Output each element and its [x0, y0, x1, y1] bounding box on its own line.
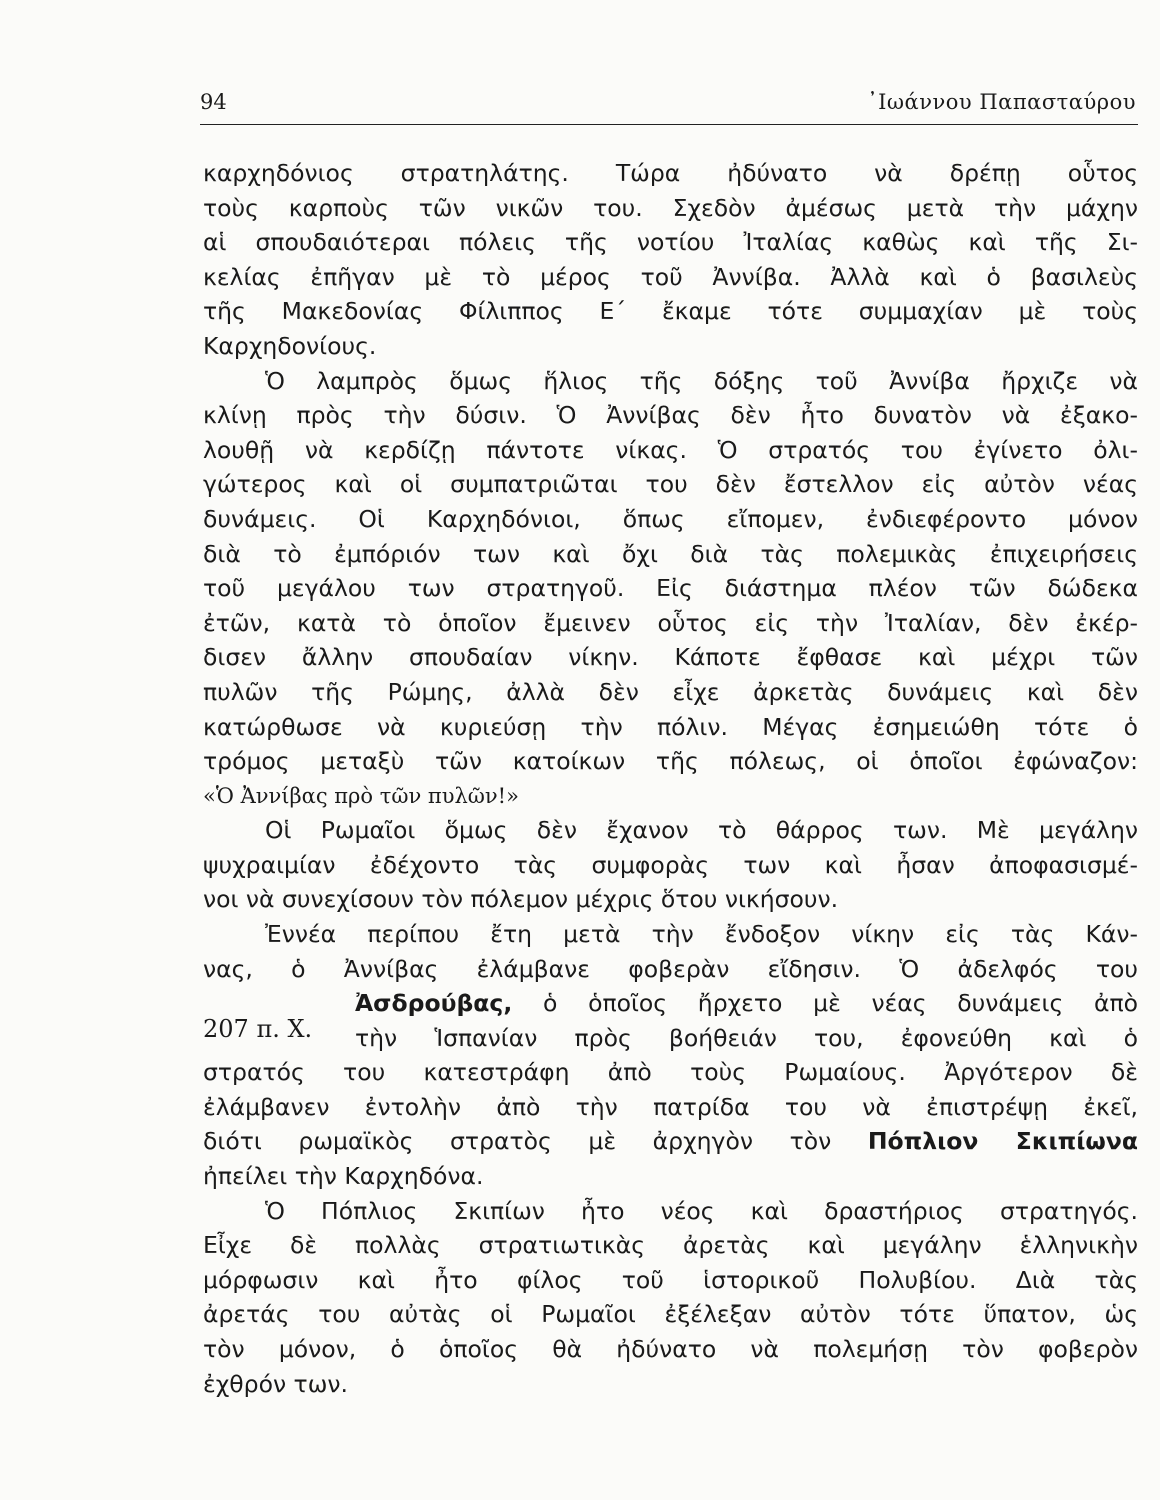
- text-line: [203, 1124, 1138, 1159]
- text-line: κλίνῃ πρὸς τὴν δύσιν. Ὁ Ἀννίβας δὲν ἦτο δυνατὸν νὰ ἐξακο-: [203, 401, 1138, 430]
- text-line: στρατός του κατεστράφη ἀπὸ τοὺς Ρωμαίους. Ἀργότερον δὲ: [203, 1058, 1138, 1087]
- text-line: ψυχραιμίαν ἐδέχοντο τὰς συμφορὰς των καὶ ἦσαν ἀποφασισμέ-: [203, 850, 1138, 879]
- text-line: γώτερος καὶ οἱ συμπατριῶται του δὲν ἔστελλον εἰς αὐτὸν νέας: [203, 470, 1138, 499]
- text-line: τοῦ μεγάλου των στρατηγοῦ. Εἰς διάστημα πλέον τῶν δώδεκα: [203, 574, 1138, 603]
- text-line: τρόμος μεταξὺ τῶν κατοίκων τῆς πόλεως, οἱ ὁποῖοι ἐφώναζον:: [203, 747, 1138, 776]
- text-line: Εἶχε δὲ πολλὰς στρατιωτικὰς ἀρετὰς καὶ μεγάλην ἑλληνικὴν: [203, 1231, 1138, 1260]
- text-line: νοι νὰ συνεχίσουν τὸν πόλεμον μέχρις ὅτου νικήσουν.: [203, 885, 839, 914]
- text-line: δισεν ἄλλην σπουδαίαν νίκην. Κάποτε ἔφθασε καὶ μέχρι τῶν: [203, 643, 1138, 672]
- text-fragment: ὁ ὁποῖος ἤρχετο μὲ νέας δυνάμεις ἀπὸ: [512, 989, 1138, 1018]
- text-line: Οἱ Ρωμαῖοι ὅμως δὲν ἔχανον τὸ θάρρος των. Μὲ μεγάλην: [265, 816, 1138, 845]
- margin-note-block: [203, 986, 1138, 1055]
- text-line: Ὁ λαμπρὸς ὅμως ἥλιος τῆς δόξης τοῦ Ἀννίβα ἤρχιζε νὰ: [265, 366, 1138, 395]
- text-line: ἐχθρόν των.: [203, 1369, 348, 1398]
- text-line: δυνάμεις. Οἱ Καρχηδόνιοι, ὅπως εἴπομεν, ἐνδιεφέροντο μόνον: [203, 504, 1138, 533]
- text-line: Ἐννέα περίπου ἔτη μετὰ τὴν ἔνδοξον νίκην εἰς τὰς Κάν-: [265, 920, 1138, 949]
- text-line: τὴν Ἱσπανίαν πρὸς βοήθειάν του, ἐφονεύθη καὶ ὁ: [355, 1023, 1138, 1052]
- text-line: κελίας ἐπῆγαν μὲ τὸ μέρος τοῦ Ἀννίβα. Ἀλλὰ καὶ ὁ βασιλεὺς: [203, 262, 1138, 291]
- text-line: ἀρετάς του αὐτὰς οἱ Ρωμαῖοι ἐξέλεξαν αὐτὸν τότε ὕπατον, ὡς: [203, 1300, 1138, 1329]
- text-line: τὸν μόνον, ὁ ὁποῖος θὰ ἠδύνατο νὰ πολεμήσῃ τὸν φοβερὸν: [203, 1335, 1138, 1363]
- body-text: [203, 156, 1138, 1401]
- text-line: Ὁ Πόπλιος Σκιπίων ἦτο νέος καὶ δραστήριος στρατηγός.: [265, 1196, 1138, 1225]
- text-line: τοὺς καρποὺς τῶν νικῶν του. Σχεδὸν ἀμέσως μετὰ τὴν μάχην: [203, 193, 1138, 222]
- bold-name-asdrubal: Ἀσδρούβας,: [355, 989, 513, 1018]
- quote-line: «Ὁ Ἀννίβας πρὸ τῶν πυλῶν!»: [203, 783, 519, 808]
- text-line: κατώρθωσε νὰ κυριεύσῃ τὴν πόλιν. Μέγας ἐσημειώθη τότε ὁ: [203, 712, 1138, 741]
- text-line: ἐτῶν, κατὰ τὸ ὁποῖον ἔμεινεν οὗτος εἰς τὴν Ἰταλίαν, δὲν ἐκέρ-: [203, 608, 1138, 637]
- text-line: μόρφωσιν καὶ ἦτο φίλος τοῦ ἱστορικοῦ Πολυβίου. Διὰ τὰς: [203, 1265, 1138, 1294]
- text-line: τῆς Μακεδονίας Φίλιππος Ε΄ ἔκαμε τότε συμμαχίαν μὲ τοὺς: [203, 297, 1138, 326]
- page-number: 94: [200, 90, 227, 114]
- text-line: [203, 986, 1138, 1021]
- margin-note-date: 207 π. Χ.: [203, 1015, 313, 1044]
- text-line: Καρχηδονίους.: [203, 331, 377, 360]
- text-line: λουθῇ νὰ κερδίζῃ πάντοτε νίκας. Ὁ στρατός του ἐγίνετο ὀλι-: [203, 435, 1138, 464]
- text-line: ἐλάμβανεν ἐντολὴν ἀπὸ τὴν πατρίδα του νὰ ἐπιστρέψῃ ἐκεῖ,: [203, 1092, 1138, 1121]
- text-line: νας, ὁ Ἀννίβας ἐλάμβανε φοβερὰν εἴδησιν. Ὁ ἀδελφός του: [203, 954, 1138, 983]
- text-line: διὰ τὸ ἐμπόριόν των καὶ ὄχι διὰ τὰς πολεμικὰς ἐπιχειρήσεις: [203, 539, 1138, 568]
- text-fragment: διότι ρωμαϊκὸς στρατὸς μὲ ἀρχηγὸν τὸν: [203, 1127, 868, 1156]
- bold-name-scipio: Πόπλιον Σκιπίωνα: [867, 1127, 1138, 1156]
- text-line: ἠπείλει τὴν Καρχηδόνα.: [203, 1162, 484, 1191]
- text-line: καρχηδόνιος στρατηλάτης. Τώρα ἠδύνατο νὰ δρέπῃ οὗτος: [203, 159, 1138, 187]
- text-line: αἱ σπουδαιότεραι πόλεις τῆς νοτίου Ἰταλίας καθὼς καὶ τῆς Σι-: [203, 228, 1138, 257]
- page-header: [200, 90, 1138, 125]
- text-line: πυλῶν τῆς Ρώμης, ἀλλὰ δὲν εἶχε ἀρκετὰς δυνάμεις καὶ δὲν: [203, 677, 1138, 706]
- running-head-author: ᾿Ιωάννου Παπασταύρου: [867, 90, 1136, 114]
